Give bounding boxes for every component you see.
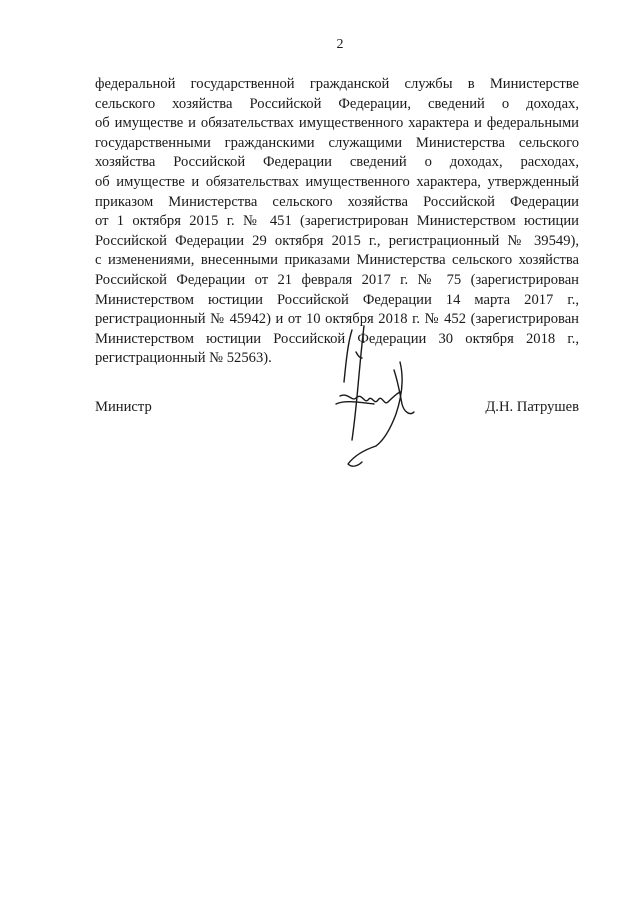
signature-block: [95, 396, 579, 418]
text-line: регистрационный № 52563).: [95, 350, 272, 367]
text-line: федеральной государственной гражданской службы в Министерстве: [95, 76, 579, 92]
text-line: Министерством юстиции Российской Федерации 30 октября 2018 г.,: [95, 330, 579, 347]
text-line: об имуществе и обязательствах имущественного характера, утвержденный: [95, 173, 579, 190]
text-line: об имуществе и обязательствах имущественного характера и федеральными: [95, 115, 579, 132]
signatory-title: Министр: [95, 399, 152, 415]
text-line: регистрационный № 45942) и от 10 октября 2018 г. № 452 (зарегистрирован: [95, 311, 579, 328]
text-line: от 1 октября 2015 г. № 451 (зарегистрирован Министерством юстиции: [95, 213, 579, 230]
text-line: Министерством юстиции Российской Федерации 14 марта 2017 г.,: [95, 291, 579, 308]
text-line: Российской Федерации от 21 февраля 2017 г. № 75 (зарегистрирован: [95, 271, 579, 288]
text-line: с изменениями, внесенными приказами Министерства сельского хозяйства: [95, 252, 579, 269]
text-line: Российской Федерации 29 октября 2015 г., регистрационный № 39549),: [95, 232, 579, 249]
text-line: сельского хозяйства Российской Федерации, сведений о доходах,: [95, 95, 579, 112]
page-number: 2: [336, 37, 344, 52]
text-line: государственными гражданскими служащими Министерства сельского: [95, 134, 579, 151]
text-line: приказом Министерства сельского хозяйства Российской Федерации: [95, 193, 579, 210]
text-line: хозяйства Российской Федерации сведений о доходах, расходах,: [95, 154, 579, 171]
signatory-name: Д.Н. Патрушев: [485, 399, 579, 415]
